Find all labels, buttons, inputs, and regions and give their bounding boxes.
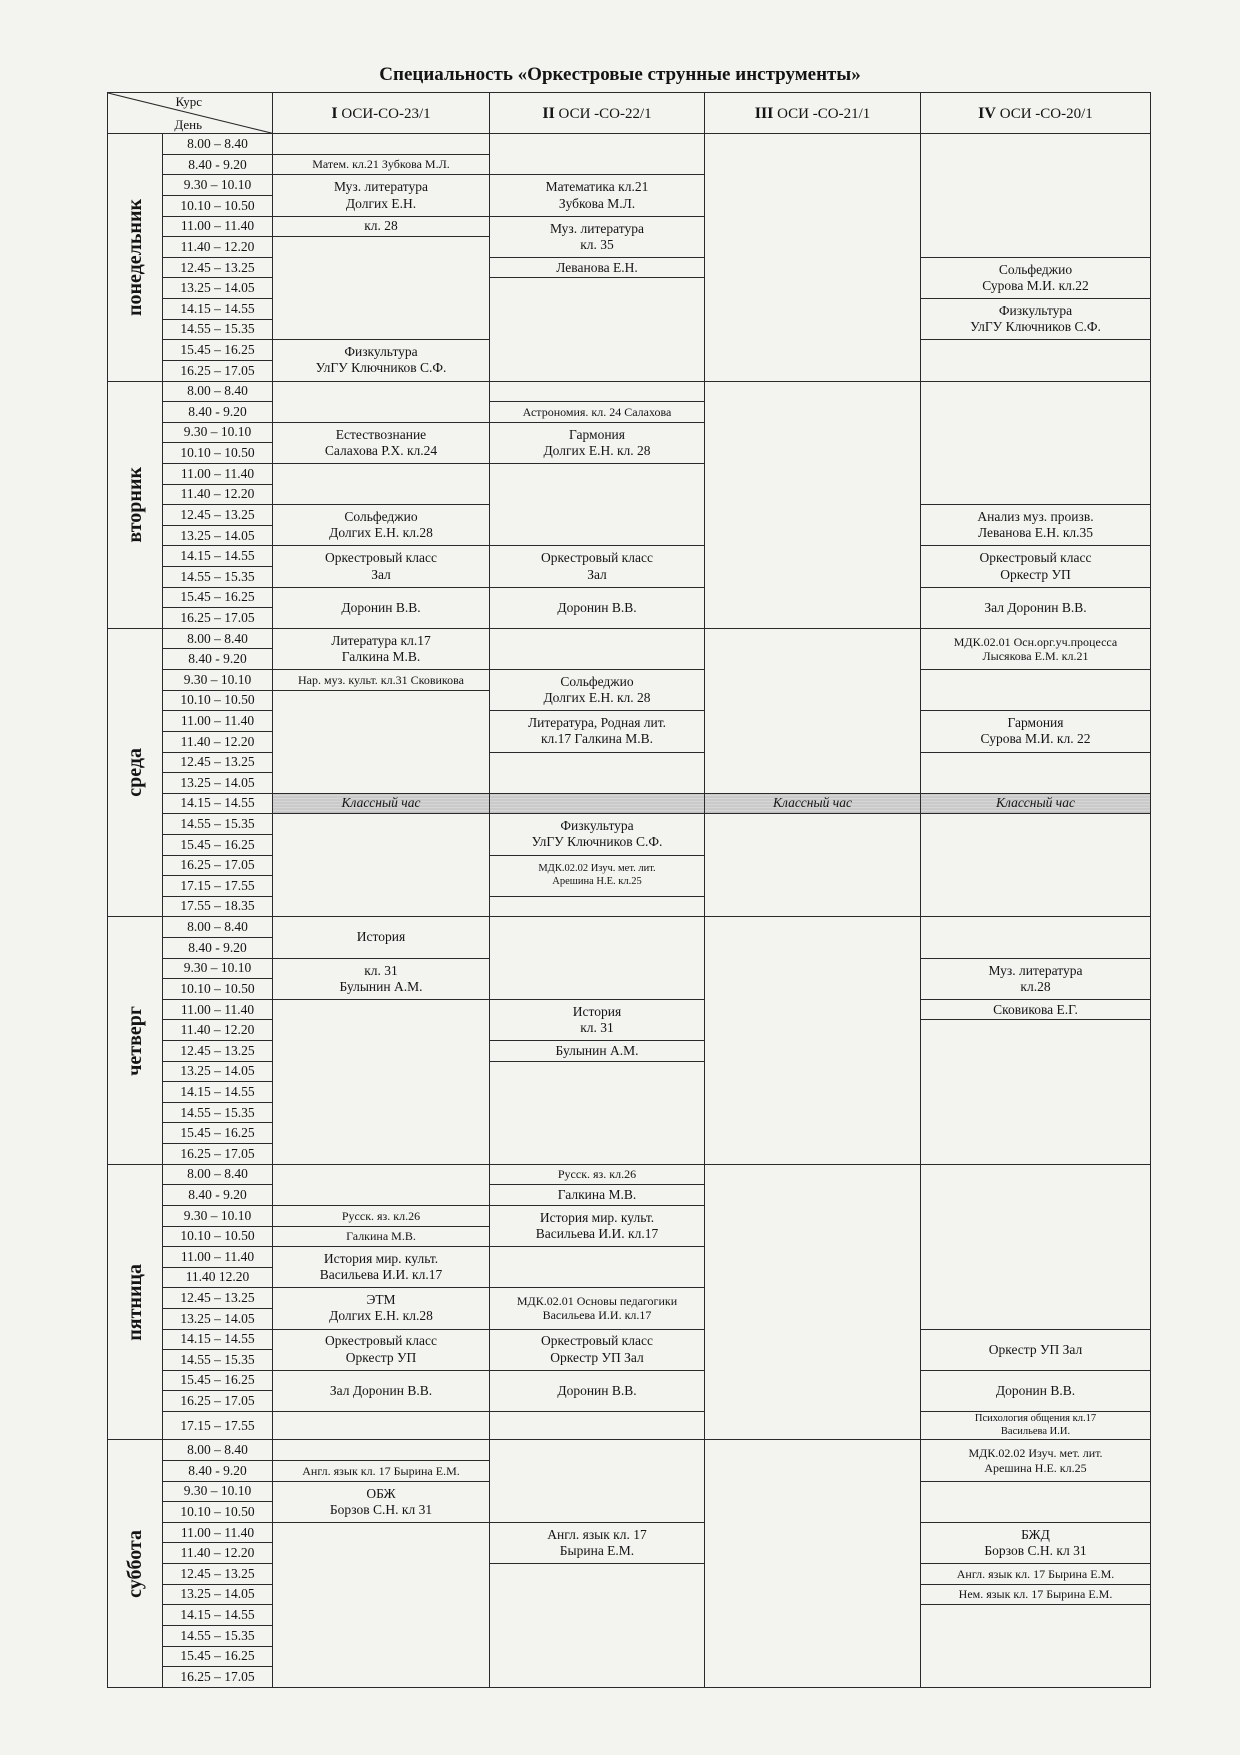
time-slot: 8.40 - 9.20 (163, 402, 273, 423)
course-header-1: I ОСИ-СО-23/1 (273, 93, 490, 134)
lesson-cell: МДК.02.02 Изуч. мет. лит. Арешина Н.Е. кл.25 (490, 855, 705, 896)
class-hour-cell: Классный час (705, 793, 921, 814)
time-slot: 11.00 – 11.40 (163, 216, 273, 237)
table-row (108, 670, 1151, 691)
table-row (108, 381, 1151, 402)
lesson-cell: Англ. язык кл. 17 Бырина Е.М. (490, 1522, 705, 1563)
lesson-cell: Психология общения кл.17 Васильева И.И. (921, 1412, 1151, 1440)
time-slot: 11.40 – 12.20 (163, 237, 273, 258)
time-slot: 15.45 – 16.25 (163, 1646, 273, 1667)
time-slot: 12.45 – 13.25 (163, 1564, 273, 1585)
time-slot: 14.15 – 14.55 (163, 1605, 273, 1626)
course-header-2: II ОСИ -СО-22/1 (490, 93, 705, 134)
day-wednesday: среда (108, 628, 163, 917)
time-slot: 17.55 – 18.35 (163, 896, 273, 917)
time-slot: 16.25 – 17.05 (163, 608, 273, 629)
day-saturday: суббота (108, 1440, 163, 1688)
time-slot: 14.15 – 14.55 (163, 793, 273, 814)
table-row (108, 1522, 1151, 1543)
time-slot: 9.30 – 10.10 (163, 422, 273, 443)
lesson-cell: МДК.02.01 Основы педагогики Васильева И.И. кл.17 (490, 1288, 705, 1329)
lesson-cell: Гармония Сурова М.И. кл. 22 (921, 711, 1151, 752)
den-label: День (174, 116, 202, 132)
time-slot: 13.25 – 14.05 (163, 773, 273, 794)
time-slot: 9.30 – 10.10 (163, 175, 273, 196)
table-row (108, 1370, 1151, 1391)
table-row (108, 1329, 1151, 1350)
time-slot: 11.00 – 11.40 (163, 1522, 273, 1543)
time-slot: 13.25 – 14.05 (163, 1061, 273, 1082)
lesson-cell: Математика кл.21 Зубкова М.Л. (490, 175, 705, 216)
time-slot: 14.55 – 15.35 (163, 1625, 273, 1646)
time-slot: 9.30 – 10.10 (163, 958, 273, 979)
lesson-cell: Русск. яз. кл.26 (273, 1205, 490, 1226)
time-slot: 14.15 – 14.55 (163, 1082, 273, 1103)
time-slot: 14.15 – 14.55 (163, 299, 273, 320)
table-row (108, 752, 1151, 773)
table-row (108, 1164, 1151, 1185)
time-slot: 12.45 – 13.25 (163, 752, 273, 773)
lesson-cell: Русск. яз. кл.26 (490, 1164, 705, 1185)
time-slot: 8.00 – 8.40 (163, 1440, 273, 1461)
time-slot: 11.40 – 12.20 (163, 731, 273, 752)
day-tuesday: вторник (108, 381, 163, 628)
time-slot: 9.30 – 10.10 (163, 1481, 273, 1502)
time-slot: 12.45 – 13.25 (163, 1041, 273, 1062)
table-row (108, 134, 1151, 155)
lesson-cell: ОБЖ Борзов С.Н. кл 31 (273, 1481, 490, 1522)
time-slot: 11.00 – 11.40 (163, 1247, 273, 1268)
lesson-cell: Зал Доронин В.В. (273, 1370, 490, 1411)
time-slot: 14.55 – 15.35 (163, 319, 273, 340)
lesson-cell: Галкина М.В. (273, 1226, 490, 1247)
time-slot: 15.45 – 16.25 (163, 1370, 273, 1391)
lesson-cell: Естествознание Салахова Р.Х. кл.24 (273, 422, 490, 463)
lesson-cell: Доронин В.В. (490, 587, 705, 628)
lesson-cell: Галкина М.В. (490, 1185, 705, 1206)
lesson-cell: Нем. язык кл. 17 Бырина Е.М. (921, 1584, 1151, 1605)
lesson-cell: Оркестровый класс Зал (490, 546, 705, 587)
lesson-cell: Матем. кл.21 Зубкова М.Л. (273, 154, 490, 175)
time-slot: 8.00 – 8.40 (163, 628, 273, 649)
table-row (108, 587, 1151, 608)
lesson-cell: Оркестровый класс Оркестр УП (273, 1329, 490, 1370)
class-hour-cell (490, 793, 705, 814)
lesson-cell: кл. 31 Булынин А.М. (273, 958, 490, 999)
page-title: Специальность «Оркестровые струнные инструменты» (379, 64, 861, 85)
time-slot: 12.45 – 13.25 (163, 1288, 273, 1309)
time-slot: 15.45 – 16.25 (163, 340, 273, 361)
time-slot: 8.00 – 8.40 (163, 381, 273, 402)
lesson-cell: БЖД Борзов С.Н. кл 31 (921, 1522, 1151, 1563)
time-slot: 9.30 – 10.10 (163, 670, 273, 691)
time-slot: 12.45 – 13.25 (163, 505, 273, 526)
lesson-cell: ЭТМ Долгих Е.Н. кл.28 (273, 1288, 490, 1329)
day-friday: пятница (108, 1164, 163, 1440)
lesson-cell: Доронин В.В. (921, 1370, 1151, 1411)
lesson-cell: Англ. язык кл. 17 Бырина Е.М. (273, 1461, 490, 1482)
table-row (108, 1564, 1151, 1585)
lesson-cell: Булынин А.М. (490, 1041, 705, 1062)
time-slot: 14.55 – 15.35 (163, 814, 273, 835)
time-slot: 8.00 – 8.40 (163, 1164, 273, 1185)
time-slot: 11.40 12.20 (163, 1267, 273, 1288)
lesson-cell: МДК.02.02 Изуч. мет. лит. Арешина Н.Е. кл.25 (921, 1440, 1151, 1481)
lesson-cell: Физкультура УлГУ Ключников С.Ф. (490, 814, 705, 855)
lesson-cell: История мир. культ. Васильева И.И. кл.17 (273, 1247, 490, 1288)
lesson-cell: История кл. 31 (490, 999, 705, 1040)
lesson-cell: Нар. муз. культ. кл.31 Сковикова (273, 670, 490, 691)
schedule-table (107, 92, 1151, 1688)
day-thursday: четверг (108, 917, 163, 1164)
time-slot: 9.30 – 10.10 (163, 1205, 273, 1226)
time-slot: 14.15 – 14.55 (163, 1329, 273, 1350)
lesson-cell: Литература кл.17 Галкина М.В. (273, 628, 490, 669)
time-slot: 10.10 – 10.50 (163, 1226, 273, 1247)
lesson-cell: Физкультура УлГУ Ключников С.Ф. (921, 299, 1151, 340)
lesson-cell: Леванова Е.Н. (490, 257, 705, 278)
lesson-cell: История мир. культ. Васильева И.И. кл.17 (490, 1205, 705, 1246)
time-slot: 13.25 – 14.05 (163, 525, 273, 546)
time-slot: 11.00 – 11.40 (163, 999, 273, 1020)
lesson-cell: кл. 28 (273, 216, 490, 237)
lesson-cell: Муз. литература кл. 35 (490, 216, 705, 257)
time-slot: 10.10 – 10.50 (163, 1502, 273, 1523)
lesson-cell: Сольфеджио Долгих Е.Н. кл. 28 (490, 670, 705, 711)
time-slot: 10.10 – 10.50 (163, 979, 273, 1000)
time-slot: 13.25 – 14.05 (163, 1584, 273, 1605)
day-monday: понедельник (108, 134, 163, 381)
lesson-cell: Англ. язык кл. 17 Бырина Е.М. (921, 1564, 1151, 1585)
lesson-cell: Оркестр УП Зал (921, 1329, 1151, 1370)
lesson-cell: Оркестровый класс Зал (273, 546, 490, 587)
time-slot: 14.15 – 14.55 (163, 546, 273, 567)
time-slot: 12.45 – 13.25 (163, 257, 273, 278)
time-slot: 13.25 – 14.05 (163, 1308, 273, 1329)
table-row (108, 917, 1151, 938)
time-slot: 8.40 - 9.20 (163, 937, 273, 958)
time-slot: 16.25 – 17.05 (163, 360, 273, 381)
kurs-den-header (108, 93, 273, 134)
lesson-cell: МДК.02.01 Осн.орг.уч.процесса Лысякова Е.М. кл.21 (921, 628, 1151, 669)
time-slot: 16.25 – 17.05 (163, 855, 273, 876)
time-slot: 10.10 – 10.50 (163, 690, 273, 711)
time-slot: 15.45 – 16.25 (163, 834, 273, 855)
time-slot: 8.40 - 9.20 (163, 154, 273, 175)
time-slot: 8.00 – 8.40 (163, 917, 273, 938)
table-row (108, 711, 1151, 732)
time-slot: 16.25 – 17.05 (163, 1144, 273, 1165)
time-slot: 8.00 – 8.40 (163, 134, 273, 155)
time-slot: 16.25 – 17.05 (163, 1391, 273, 1412)
lesson-cell: Доронин В.В. (490, 1370, 705, 1411)
lesson-cell: Доронин В.В. (273, 587, 490, 628)
course-header-4: IV ОСИ -СО-20/1 (921, 93, 1151, 134)
time-slot: 17.15 – 17.55 (163, 876, 273, 897)
table-row (108, 628, 1151, 649)
lesson-cell: Анализ муз. произв. Леванова Е.Н. кл.35 (921, 505, 1151, 546)
class-hour-cell: Классный час (273, 793, 490, 814)
lesson-cell: Оркестровый класс Оркестр УП Зал (490, 1329, 705, 1370)
class-hour-cell: Классный час (921, 793, 1151, 814)
table-row (108, 814, 1151, 835)
table-row (108, 257, 1151, 278)
time-slot: 11.00 – 11.40 (163, 463, 273, 484)
kurs-label: Курс (175, 94, 202, 109)
table-row (108, 793, 1151, 814)
time-slot: 14.55 – 15.35 (163, 567, 273, 588)
time-slot: 15.45 – 16.25 (163, 587, 273, 608)
time-slot: 11.40 – 12.20 (163, 1543, 273, 1564)
lesson-cell: Физкультура УлГУ Ключников С.Ф. (273, 340, 490, 381)
table-row (108, 1440, 1151, 1461)
time-slot: 15.45 – 16.25 (163, 1123, 273, 1144)
time-slot: 13.25 – 14.05 (163, 278, 273, 299)
time-slot: 16.25 – 17.05 (163, 1667, 273, 1688)
lesson-cell: Зал Доронин В.В. (921, 587, 1151, 628)
time-slot: 10.10 – 10.50 (163, 196, 273, 217)
lesson-cell: Сольфеджио Долгих Е.Н. кл.28 (273, 505, 490, 546)
lesson-cell: Муз. литература кл.28 (921, 958, 1151, 999)
lesson-cell: Муз. литература Долгих Е.Н. (273, 175, 490, 216)
lesson-cell: Астрономия. кл. 24 Салахова (490, 402, 705, 423)
time-slot: 17.15 – 17.55 (163, 1412, 273, 1440)
lesson-cell: Литература, Родная лит. кл.17 Галкина М.В. (490, 711, 705, 752)
time-slot: 8.40 - 9.20 (163, 1461, 273, 1482)
header-row (108, 93, 1151, 134)
lesson-cell: Сковикова Е.Г. (921, 999, 1151, 1020)
table-row (108, 1412, 1151, 1440)
lesson-cell: Оркестровый класс Оркестр УП (921, 546, 1151, 587)
time-slot: 10.10 – 10.50 (163, 443, 273, 464)
lesson-cell: История (273, 917, 490, 958)
lesson-cell: Сольфеджио Сурова М.И. кл.22 (921, 257, 1151, 298)
time-slot: 8.40 - 9.20 (163, 649, 273, 670)
table-row (108, 546, 1151, 567)
table-row (108, 999, 1151, 1020)
lesson-cell: Гармония Долгих Е.Н. кл. 28 (490, 422, 705, 463)
course-header-3: III ОСИ -СО-21/1 (705, 93, 921, 134)
time-slot: 11.40 – 12.20 (163, 1020, 273, 1041)
time-slot: 11.40 – 12.20 (163, 484, 273, 505)
time-slot: 14.55 – 15.35 (163, 1350, 273, 1371)
time-slot: 11.00 – 11.40 (163, 711, 273, 732)
time-slot: 8.40 - 9.20 (163, 1185, 273, 1206)
time-slot: 14.55 – 15.35 (163, 1102, 273, 1123)
